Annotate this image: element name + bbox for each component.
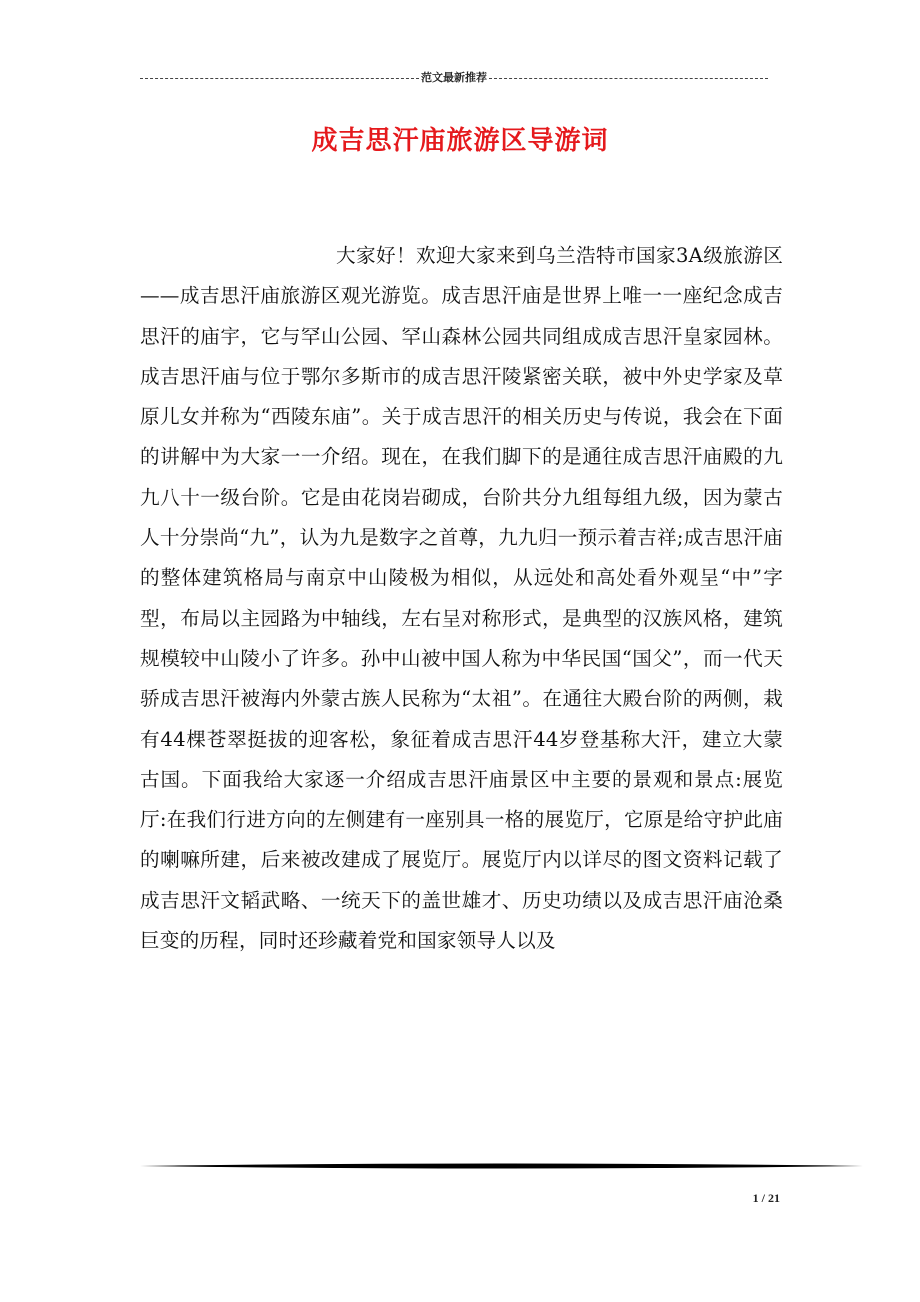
- header-label: 范文最新推荐: [421, 71, 487, 84]
- page-number: 1 / 21: [752, 1191, 780, 1205]
- body-paragraph: 大家好！欢迎大家来到乌兰浩特市国家3A级旅游区——成吉思汗庙旅游区观光游览。成吉思汗庙是世界上唯一一座纪念成吉思汗的庙宇，它与罕山公园、罕山森林公园共同组成成吉思汗皇家园林。成吉思汗庙与位于鄂尔多斯市的成吉思汗陵紧密关联，被中外史学家及草原儿女并称为“西陵东庙”。关于成吉思汗的相关历史与传说，我会在下面的讲解中为大家一一介绍。现在，在我们脚下的是通往成吉思汗庙殿的九九八十一级台阶。它是由花岗岩砌成，台阶共分九组每组九级，因为蒙古人十分崇尚“九”，认为九是数字之首尊，九九归一预示着吉祥;成吉思汗庙的整体建筑格局与南京中山陵极为相似，从远处和高处看外观呈“中”字型，布局以主园路为中轴线，左右呈对称形式，是典型的汉族风格，建筑规模较中山陵小了许多。孙中山被中国人称为中华民国“国父”，而一代天骄成吉思汗被海内外蒙古族人民称为“太祖”。在通往大殿台阶的两侧，栽有44棵苍翠挺拔的迎客松，象征着成吉思汗44岁登基称大汗，建立大蒙古国。下面我给大家逐一介绍成吉思汗庙景区中主要的景观和景点:展览厅:在我们行进方向的左侧建有一座别具一格的展览厅，它原是给守护此庙的喇嘛所建，后来被改建成了展览厅。展览厅内以详尽的图文资料记载了成吉思汗文韬武略、一统天下的盖世雄才、历史功绩以及成吉思汗庙沧桑巨变的历程，同时还珍藏着党和国家领导人以及: [140, 244, 783, 953]
- header-dashes-left: [140, 78, 419, 79]
- document-title: 成吉思汗庙旅游区导游词: [311, 126, 609, 156]
- footer-rule: [140, 1160, 863, 1172]
- running-header: [140, 67, 768, 87]
- header-dashes-right: [489, 78, 768, 79]
